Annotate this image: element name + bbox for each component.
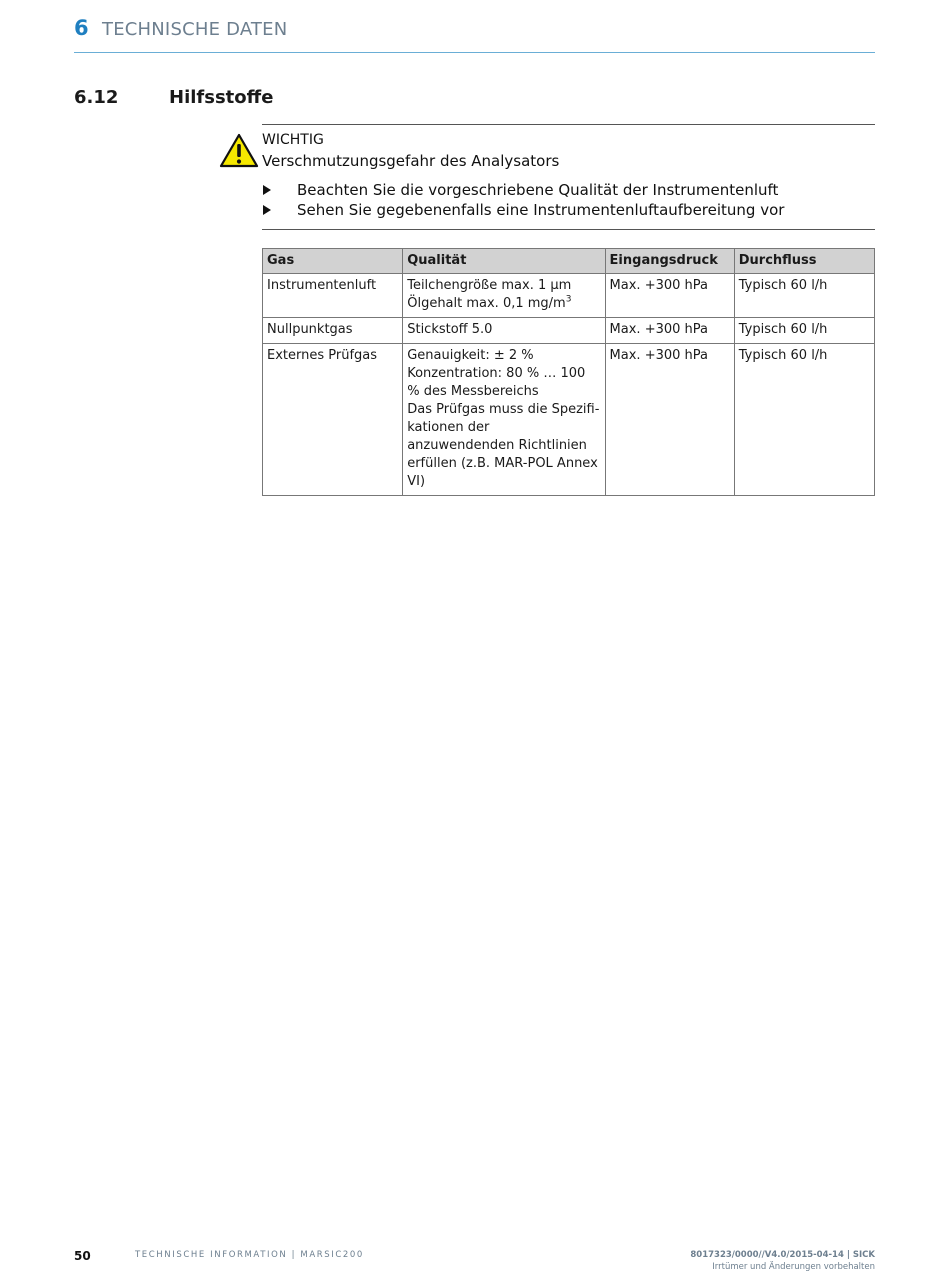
table-header-row [263,249,875,274]
column-header-flow: Durchfluss [734,249,874,274]
cell-pressure: Max. +300 hPa [605,274,734,318]
notice-bullet-item [262,180,784,200]
cell-quality [403,344,605,496]
table-row [263,274,875,318]
table-row [263,318,875,344]
column-header-gas: Gas [263,249,403,274]
cell-gas: Nullpunktgas [263,318,403,344]
cell-quality [403,274,605,318]
chapter-title: TECHNISCHE DATEN [102,19,288,40]
notice-bullet-text: Sehen Sie gegebenenfalls eine Instrumentenluftaufbereitung vor [297,201,785,219]
quality-line: Genauigkeit: ± 2 % [407,348,534,363]
page-number: 50 [74,1249,91,1263]
bullet-arrow-icon [263,205,271,215]
cell-flow: Typisch 60 l/h [734,274,874,318]
cell-quality [403,318,605,344]
bullet-arrow-icon [263,185,271,195]
auxiliary-materials-table [262,248,875,496]
section-title: Hilfsstoffe [169,87,274,108]
notice-bullet-list [262,180,784,220]
quality-line: Konzentration: 80 % … 100 % des Messbereichs [407,366,586,399]
cell-pressure: Max. +300 hPa [605,344,734,496]
quality-line: Ölgehalt max. 0,1 mg/m [407,296,566,311]
notice-label: WICHTIG [262,132,324,148]
chapter-number: 6 [74,16,89,40]
quality-line: Teilchengröße max. 1 µm [407,278,572,293]
quality-line-with-unit [407,295,600,313]
section-number: 6.12 [74,87,119,108]
cell-pressure: Max. +300 hPa [605,318,734,344]
column-header-pressure: Eingangsdruck [605,249,734,274]
warning-triangle-icon [219,133,259,169]
cell-gas: Instrumentenluft [263,274,403,318]
quality-line: Das Prüfgas muss die Spezifi-kationen der anzuwendenden Richtlinien erfüllen (z.B. MAR-POL Annex VI) [407,402,600,489]
unit-superscript: 3 [565,294,572,305]
notice-bullet-item [262,200,784,220]
page-header [74,14,875,53]
cell-gas: Externes Prüfgas [263,344,403,496]
footer-reference: 8017323/0000//V4.0/2015-04-14 | SICK [690,1250,875,1260]
cell-flow: Typisch 60 l/h [734,318,874,344]
footer-disclaimer: Irrtümer und Änderungen vorbehalten [712,1262,875,1272]
notice-bottom-divider [262,229,875,230]
footer-document-title: TECHNISCHE INFORMATION | MARSIC200 [135,1250,364,1260]
quality-line: Stickstoff 5.0 [407,322,493,337]
column-header-quality: Qualität [403,249,605,274]
table-row [263,344,875,496]
notice-text: Verschmutzungsgefahr des Analysators [262,152,560,170]
notice-top-divider [262,124,875,125]
notice-bullet-text: Beachten Sie die vorgeschriebene Qualität der Instrumentenluft [297,181,779,199]
cell-flow: Typisch 60 l/h [734,344,874,496]
